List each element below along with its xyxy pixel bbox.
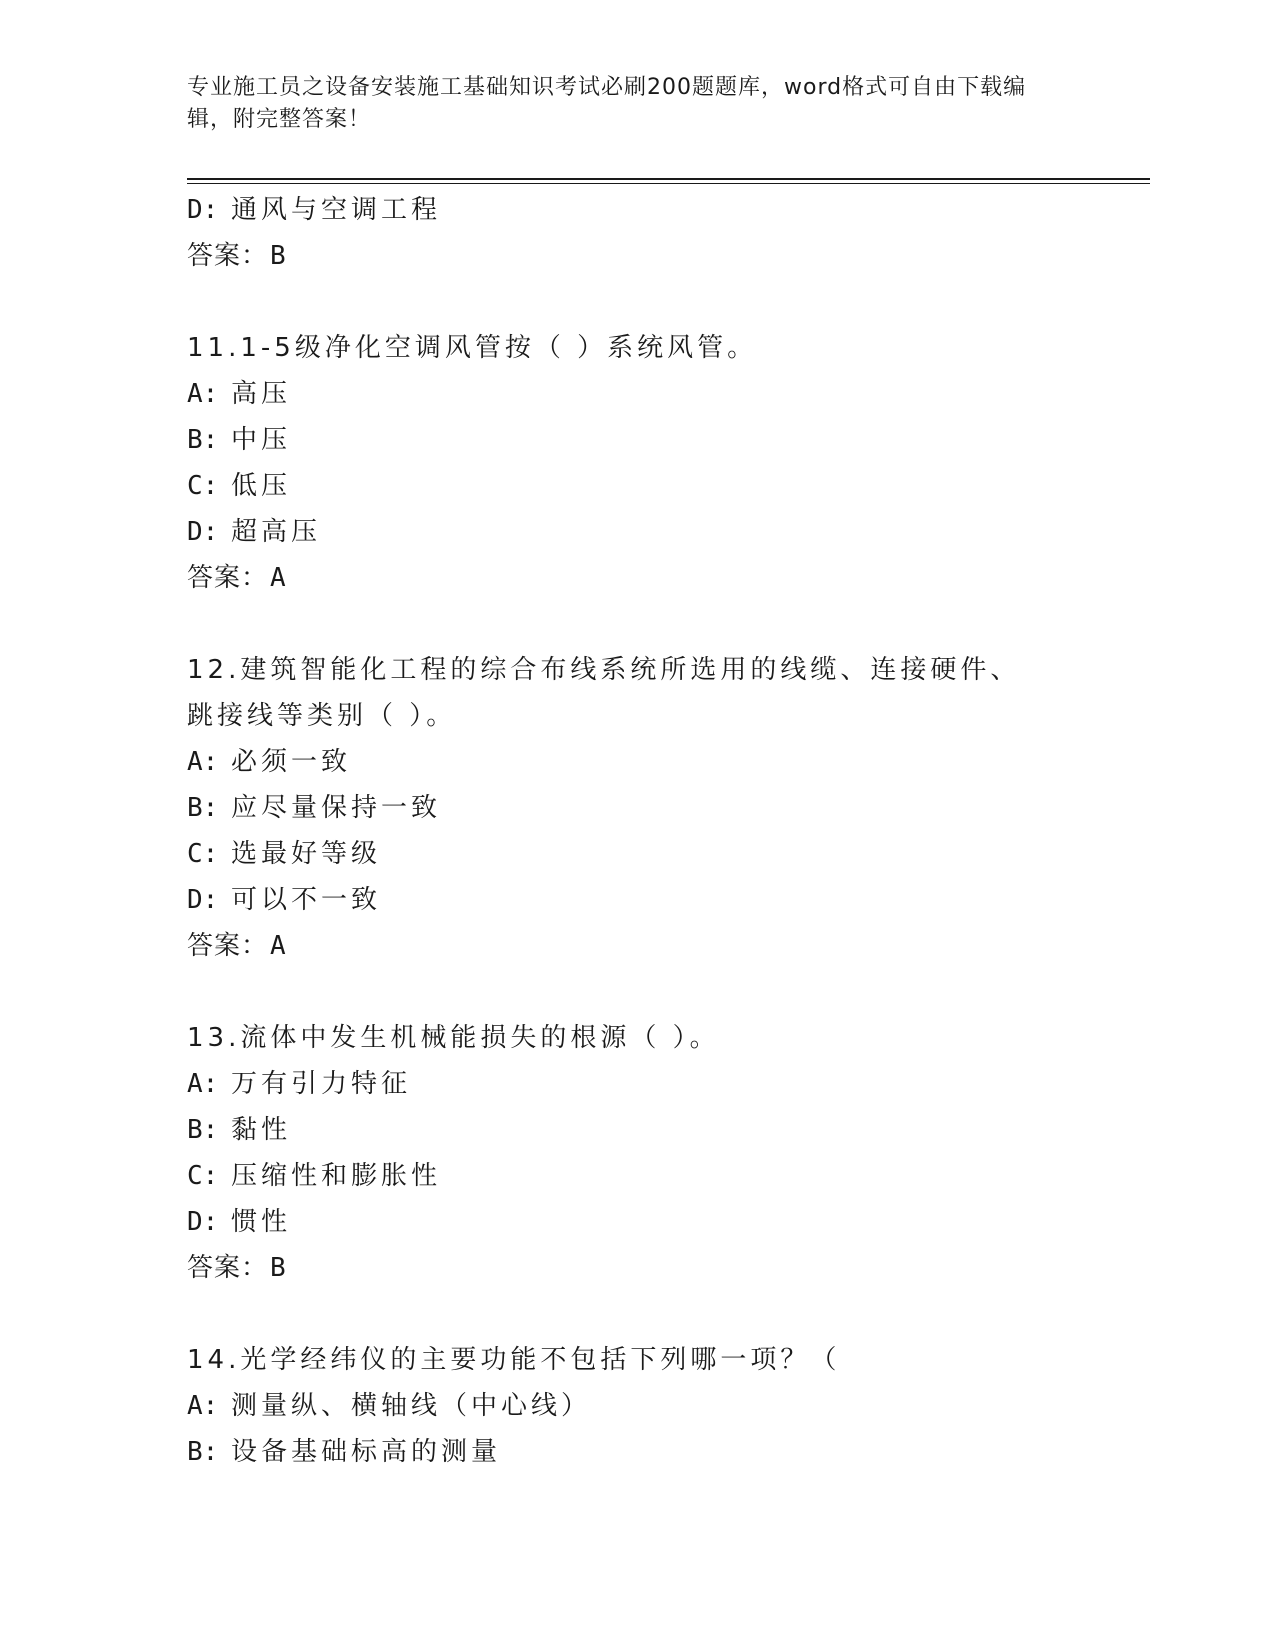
option-text: 中压 — [231, 425, 292, 455]
option-letter: D: — [187, 517, 219, 547]
answer-line — [187, 233, 1087, 279]
option-item — [187, 463, 1087, 509]
option-item — [187, 417, 1087, 463]
option-letter: C: — [187, 471, 219, 501]
option-letter: D: — [187, 1207, 219, 1237]
header-divider-thick — [187, 178, 1150, 180]
option-item — [187, 1153, 1087, 1199]
option-letter: B: — [187, 793, 219, 823]
answer-label: 答案： — [187, 241, 269, 271]
option-text: 高压 — [231, 379, 292, 409]
option-item — [187, 831, 1087, 877]
option-item — [187, 1383, 1087, 1429]
option-text: 测量纵、横轴线（中心线） — [231, 1391, 592, 1421]
option-text: 万有引力特征 — [231, 1069, 412, 1099]
answer-value: B — [270, 241, 287, 271]
option-letter: B: — [187, 1437, 219, 1467]
option-item — [187, 1199, 1087, 1245]
answer-line — [187, 923, 1087, 969]
option-text: 必须一致 — [231, 747, 352, 777]
question-stem: 14.光学经纬仪的主要功能不包括下列哪一项？（ — [187, 1345, 841, 1375]
option-letter: B: — [187, 1115, 219, 1145]
option-text: 通风与空调工程 — [231, 195, 442, 225]
question-stem: 12.建筑智能化工程的综合布线系统所选用的线缆、连接硬件、跳接线等类别（ ）。 — [187, 655, 1021, 731]
option-item — [187, 785, 1087, 831]
option-text: 设备基础标高的测量 — [231, 1437, 502, 1467]
answer-line — [187, 1245, 1087, 1291]
option-item — [187, 877, 1087, 923]
option-item — [187, 187, 1087, 233]
option-letter: C: — [187, 839, 219, 869]
answer-label: 答案： — [187, 931, 269, 961]
option-text: 黏性 — [231, 1115, 292, 1145]
answer-value: A — [270, 931, 287, 961]
option-item — [187, 739, 1087, 785]
option-letter: B: — [187, 425, 219, 455]
option-item — [187, 1107, 1087, 1153]
option-letter: A: — [187, 747, 219, 777]
document-header: 专业施工员之设备安装施工基础知识考试必刷200题题库，word格式可自由下载编辑，附完整答案！ — [187, 75, 1027, 132]
answer-line — [187, 555, 1087, 601]
document-body — [187, 187, 1087, 1475]
option-letter: C: — [187, 1161, 219, 1191]
option-letter: A: — [187, 1391, 219, 1421]
option-item — [187, 1429, 1087, 1475]
answer-value: B — [270, 1253, 287, 1283]
option-text: 应尽量保持一致 — [231, 793, 442, 823]
answer-label: 答案： — [187, 1253, 269, 1283]
option-item — [187, 371, 1087, 417]
option-letter: A: — [187, 1069, 219, 1099]
option-text: 选最好等级 — [231, 839, 382, 869]
option-letter: A: — [187, 379, 219, 409]
question-stem: 13.流体中发生机械能损失的根源（ ）。 — [187, 1023, 720, 1053]
option-text: 超高压 — [231, 517, 322, 547]
option-text: 惯性 — [231, 1207, 292, 1237]
option-letter: D: — [187, 885, 219, 915]
header-divider-thin — [187, 183, 1150, 184]
option-text: 低压 — [231, 471, 292, 501]
option-item — [187, 1061, 1087, 1107]
answer-value: A — [270, 563, 287, 593]
option-item — [187, 509, 1087, 555]
question-stem: 11.1-5级净化空调风管按（ ）系统风管。 — [187, 333, 758, 363]
option-letter: D: — [187, 195, 219, 225]
answer-label: 答案： — [187, 563, 269, 593]
option-text: 压缩性和膨胀性 — [231, 1161, 442, 1191]
option-text: 可以不一致 — [231, 885, 382, 915]
